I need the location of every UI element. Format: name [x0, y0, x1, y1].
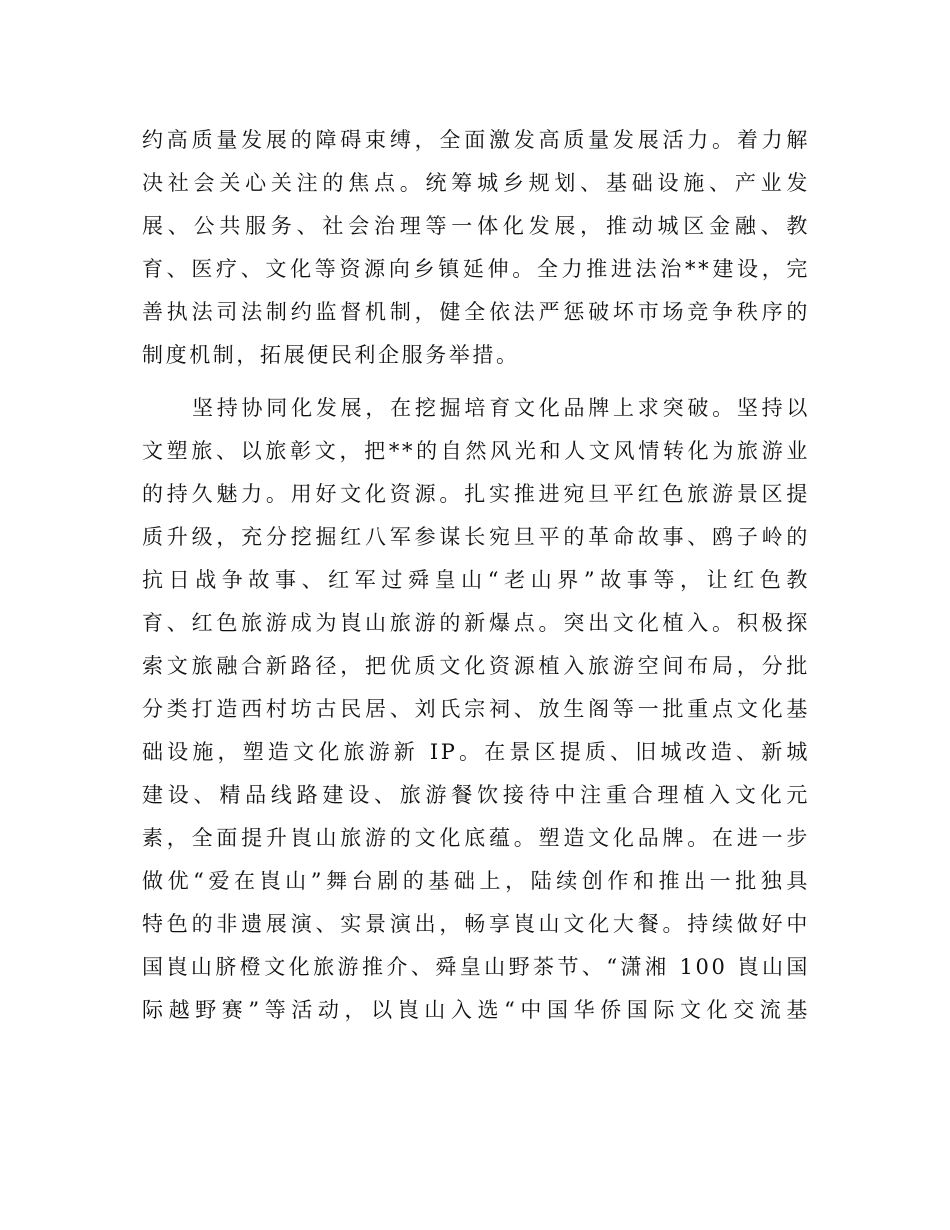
text-line: 约高质量发展的障碍束缚，全面激发高质量发展活力。着力解 [142, 128, 810, 152]
text-line: 育、医疗、文化等资源向乡镇延伸。全力推进法治**建设，完 [142, 257, 810, 281]
text-line: 索文旅融合新路径，把优质文化资源植入旅游空间布局，分批 [142, 654, 810, 678]
text-line: 展、公共服务、社会治理等一体化发展，推动城区金融、教 [142, 214, 810, 238]
text-line: 国崀山脐橙文化旅游推介、舜皇山野茶节、“潇湘 100 崀山国 [142, 955, 810, 979]
text-line: 育、红色旅游成为崀山旅游的新爆点。突出文化植入。积极探 [142, 611, 810, 635]
text-line: 的持久魅力。用好文化资源。扎实推进宛旦平红色旅游景区提 [142, 482, 810, 506]
text-line: 际越野赛”等活动，以崀山入选“中国华侨国际文化交流基 [142, 998, 810, 1022]
text-line: 文塑旅、以旅彰文，把**的自然风光和人文风情转化为旅游业 [142, 439, 810, 463]
text-line: 坚持协同化发展，在挖掘培育文化品牌上求突破。坚持以 [192, 396, 810, 420]
text-line: 决社会关心关注的焦点。统筹城乡规划、基础设施、产业发 [142, 171, 810, 195]
text-line: 础设施，塑造文化旅游新 IP。在景区提质、旧城改造、新城 [142, 740, 810, 764]
text-line: 建设、精品线路建设、旅游餐饮接待中注重合理植入文化元 [142, 783, 810, 807]
text-line: 制度机制，拓展便民利企服务举措。 [142, 343, 520, 367]
text-line: 善执法司法制约监督机制，健全依法严惩破坏市场竞争秩序的 [142, 300, 810, 324]
text-line: 质升级，充分挖掘红八军参谋长宛旦平的革命故事、鸥子岭的 [142, 525, 810, 549]
text-line: 抗日战争故事、红军过舜皇山“老山界”故事等，让红色教 [142, 568, 810, 592]
text-line: 分类打造西村坊古民居、刘氏宗祠、放生阁等一批重点文化基 [142, 697, 810, 721]
text-line: 特色的非遗展演、实景演出，畅享崀山文化大餐。持续做好中 [142, 912, 810, 936]
text-line: 做优“爱在崀山”舞台剧的基础上，陆续创作和推出一批独具 [142, 869, 810, 893]
text-line: 素，全面提升崀山旅游的文化底蕴。塑造文化品牌。在进一步 [142, 826, 810, 850]
